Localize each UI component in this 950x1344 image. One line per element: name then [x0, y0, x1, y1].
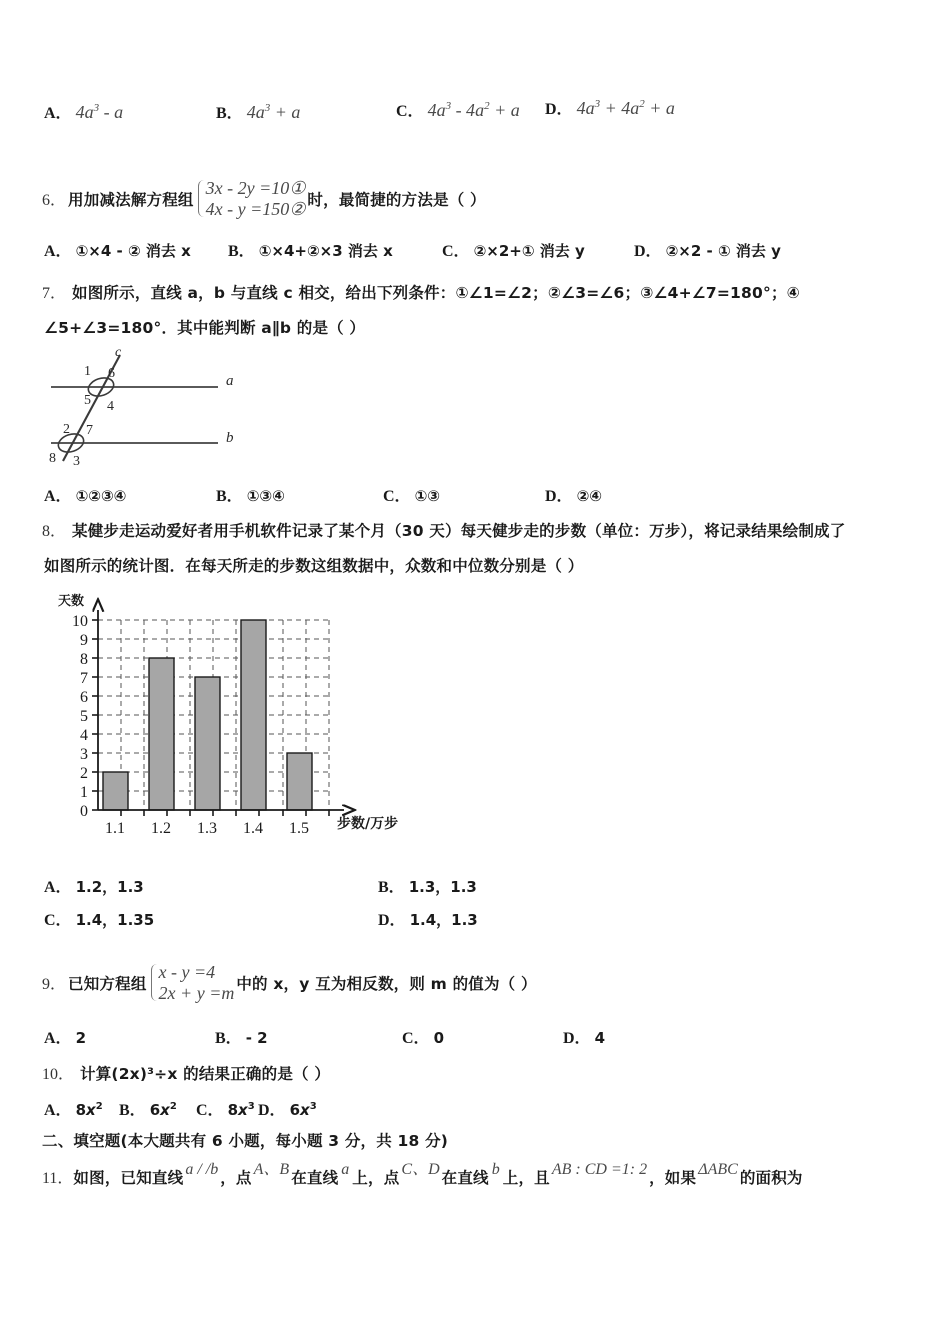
q11-seg-1: a / /b [185, 1161, 219, 1178]
ytick-1: 1 [80, 784, 88, 801]
q11-seg-14: 的面积为 [739, 1169, 803, 1187]
q11-number: 11． [42, 1170, 74, 1187]
angle-label-1: 1 [84, 364, 91, 379]
q6-system-line1: 3x - 2y =10① [205, 178, 306, 198]
q7-line2-text: ∠5+∠3=180°．其中能判断 a∥b 的是（ ） [44, 319, 366, 337]
q9-stem-before: 已知方程组 [68, 974, 147, 993]
ytick-3: 3 [80, 746, 88, 763]
q8-option-b [378, 874, 477, 897]
chart-y-tick-labels [72, 613, 88, 820]
q11-seg-2: ，点 [220, 1169, 252, 1187]
q8-option-c-text: 1.4，1.35 [75, 911, 155, 929]
q6-option-b-letter: B． [228, 243, 255, 260]
q7-number: 7． [42, 285, 67, 302]
q9-option-b-letter: B． [215, 1030, 242, 1047]
q6-option-c-letter: C． [442, 243, 470, 260]
q8-option-d-letter: D． [378, 912, 406, 929]
q7-option-d-letter: D． [545, 488, 573, 505]
q9-option-c-letter: C． [402, 1030, 430, 1047]
q8-line1-text: 某健步走运动爱好者用手机软件记录了某个月（30 天）每天健步走的步数（单位：万步），将记录结果绘制成了 [72, 522, 846, 540]
q10-option-c-expr: $8x^3$ [227, 1101, 255, 1119]
ytick-7: 7 [80, 670, 88, 687]
ytick-9: 9 [80, 632, 88, 649]
q8-option-c-letter: C． [44, 912, 72, 929]
q7-option-c-letter: C． [383, 488, 411, 505]
xtick-2: 1.2 [151, 820, 171, 837]
q9-option-d-letter: D． [563, 1030, 591, 1047]
section2-heading-text: 二、填空题(本大题共有 6 小题，每小题 3 分，共 18 分) [42, 1132, 449, 1150]
angle-label-2: 2 [63, 422, 70, 437]
bar-1.5 [287, 753, 312, 810]
q8-option-b-letter: B． [378, 879, 405, 896]
ytick-4: 4 [80, 727, 88, 744]
q9-option-c [402, 1025, 444, 1048]
label-line-c: c [115, 345, 122, 360]
steps-bar-chart [44, 588, 444, 853]
q11-seg-4: 在直线 [291, 1169, 339, 1187]
q5-option-d [545, 96, 675, 119]
q8-line2 [44, 554, 583, 576]
q7-line1-text: 如图所示，直线 a，b 与直线 c 相交，给出下列条件：①∠1=∠2；②∠3=∠6；③∠4+∠7=180°；④ [72, 284, 800, 302]
q7-option-c-text: ①③ [414, 487, 440, 505]
angle-label-4: 4 [107, 399, 114, 414]
ytick-10: 10 [72, 613, 88, 630]
q7-option-a-text: ①②③④ [75, 487, 127, 505]
q9-option-a [44, 1025, 86, 1048]
q6-option-a-letter: A． [44, 243, 72, 260]
q6-option-b-text: ①×4+②×3 消去 x [258, 242, 393, 260]
q7-line1 [42, 280, 800, 303]
q8-option-b-text: 1.3，1.3 [408, 878, 477, 896]
q10-stem-text: 计算(2x)³÷x 的结果正确的是（ ） [80, 1065, 331, 1083]
q11-seg-7: C、D [401, 1161, 440, 1178]
q6-stem-before: 用加减法解方程组 [68, 190, 194, 209]
q10-option-c [196, 1097, 255, 1120]
q11-seg-3: A、B [253, 1161, 290, 1178]
q11-seg-9: b [491, 1161, 500, 1178]
q10-stem [42, 1061, 330, 1084]
q8-line2-text: 如图所示的统计图．在每天所走的步数这组数据中，众数和中位数分别是（ ） [44, 557, 584, 575]
q5-option-a [44, 100, 123, 123]
q10-option-b-expr: $6x^2$ [149, 1101, 177, 1119]
q5-option-b-letter: B． [216, 105, 243, 122]
q9-option-a-text: 2 [75, 1029, 86, 1047]
q9-system-line1: x - y =4 [158, 962, 216, 982]
q9-option-d [563, 1025, 605, 1048]
q11-seg-5: a [341, 1161, 350, 1178]
q10-option-b [119, 1097, 177, 1120]
q11-seg-8: 在直线 [441, 1169, 489, 1187]
angle-label-6: 6 [108, 366, 115, 381]
q9-option-a-letter: A． [44, 1030, 72, 1047]
ytick-0: 0 [80, 803, 88, 820]
q10-option-d [258, 1097, 317, 1120]
label-line-a: a [226, 373, 234, 389]
xtick-5: 1.5 [289, 820, 309, 837]
xtick-3: 1.3 [197, 820, 217, 837]
q9-system [149, 962, 235, 1003]
q5-option-c-letter: C． [396, 103, 424, 120]
q5-option-d-letter: D． [545, 101, 573, 118]
q11-seg-13: ΔABC [698, 1161, 738, 1178]
q6-option-d [634, 238, 781, 261]
angle-label-7: 7 [86, 423, 93, 438]
q11-seg-10: 上，且 [502, 1169, 550, 1187]
bar-1.1 [103, 772, 128, 810]
xtick-1: 1.1 [105, 820, 125, 837]
q9-number: 9． [42, 976, 67, 994]
q6-option-b [228, 238, 393, 261]
q5-option-b-expr: $4a^3 + a$ [246, 102, 301, 122]
q6-system [196, 178, 306, 219]
parallel-lines-transversal-figure [46, 345, 246, 470]
angle-label-8: 8 [49, 451, 56, 466]
q5-option-d-expr: $4a^3 + 4a^2 + a$ [576, 98, 675, 118]
q7-line2 [44, 316, 365, 338]
q5-option-c [396, 98, 520, 121]
q10-option-a [44, 1097, 103, 1120]
q7-option-a [44, 483, 126, 506]
q9-option-c-text: 0 [433, 1029, 444, 1047]
q6-option-a-text: ①×4 - ② 消去 x [75, 242, 191, 260]
q9-system-line2: 2x + y =m [158, 982, 235, 1003]
ytick-8: 8 [80, 651, 88, 668]
q10-option-a-letter: A． [44, 1102, 72, 1119]
q7-option-b-letter: B． [216, 488, 243, 505]
q8-line1 [42, 518, 845, 541]
q8-option-d-text: 1.4，1.3 [409, 911, 478, 929]
q9-stem-after: 中的 x，y 互为相反数，则 m 的值为（ ） [236, 974, 537, 993]
q5-option-b [216, 100, 300, 123]
q8-option-c [44, 907, 154, 930]
q6-system-line2: 4x - y =150② [205, 198, 306, 219]
q7-option-b-text: ①③④ [246, 487, 285, 505]
q6-number: 6． [42, 192, 67, 210]
label-line-b: b [226, 430, 234, 446]
chart-xlabel: 步数/万步 [337, 816, 399, 832]
q8-option-a-text: 1.2，1.3 [75, 878, 144, 896]
q6-option-c [442, 238, 585, 261]
q10-number: 10． [42, 1066, 75, 1083]
q11-seg-6: 上，点 [352, 1169, 400, 1187]
ytick-2: 2 [80, 765, 88, 782]
q11-seg-11: AB : CD =1: 2 [551, 1161, 648, 1178]
chart-x-ticks [121, 810, 329, 816]
q11-seg-0: 如图，已知直线 [73, 1169, 184, 1187]
q9-option-d-text: 4 [594, 1029, 605, 1047]
q8-option-a [44, 874, 144, 897]
q5-option-a-expr: $4a^3$ - a [75, 102, 124, 122]
ytick-5: 5 [80, 708, 88, 725]
q7-option-d-text: ②④ [576, 487, 602, 505]
q6-option-d-text: ②×2 - ① 消去 y [665, 242, 781, 260]
q10-option-a-expr: $8x^2$ [75, 1101, 103, 1119]
q8-option-d [378, 907, 478, 930]
q6-option-d-letter: D． [634, 243, 662, 260]
q8-number: 8． [42, 523, 67, 540]
q11-stem [42, 1161, 803, 1188]
q10-option-c-letter: C． [196, 1102, 224, 1119]
q5-option-a-letter: A． [44, 105, 72, 122]
q7-option-a-letter: A． [44, 488, 72, 505]
section2-heading [42, 1129, 448, 1151]
q5-option-c-expr: $4a^3 - 4a^2 + a$ [427, 100, 520, 120]
q9-option-b [215, 1025, 268, 1048]
q10-option-b-letter: B． [119, 1102, 146, 1119]
q10-option-d-expr: $6x^3$ [289, 1101, 317, 1119]
xtick-4: 1.4 [243, 820, 263, 837]
chart-ylabel: 天数 [58, 594, 85, 609]
bar-1.3 [195, 677, 220, 810]
q9-option-b-text: - 2 [245, 1029, 268, 1047]
bar-1.2 [149, 658, 174, 810]
ytick-6: 6 [80, 689, 88, 706]
angle-label-5: 5 [84, 393, 91, 408]
bar-1.4 [241, 620, 266, 810]
q6-stem-after: 时，最简捷的方法是（ ） [307, 190, 486, 209]
q9-stem [42, 962, 537, 1003]
q8-option-a-letter: A． [44, 879, 72, 896]
q11-seg-12: ，如果 [649, 1169, 697, 1187]
angle-label-3: 3 [73, 454, 80, 469]
q6-option-a [44, 238, 191, 261]
q7-option-c [383, 483, 440, 506]
q7-option-b [216, 483, 285, 506]
q10-option-d-letter: D． [258, 1102, 286, 1119]
q6-option-c-text: ②×2+① 消去 y [473, 242, 585, 260]
q6-stem [42, 178, 486, 219]
chart-x-tick-labels [105, 820, 309, 837]
q7-option-d [545, 483, 602, 506]
